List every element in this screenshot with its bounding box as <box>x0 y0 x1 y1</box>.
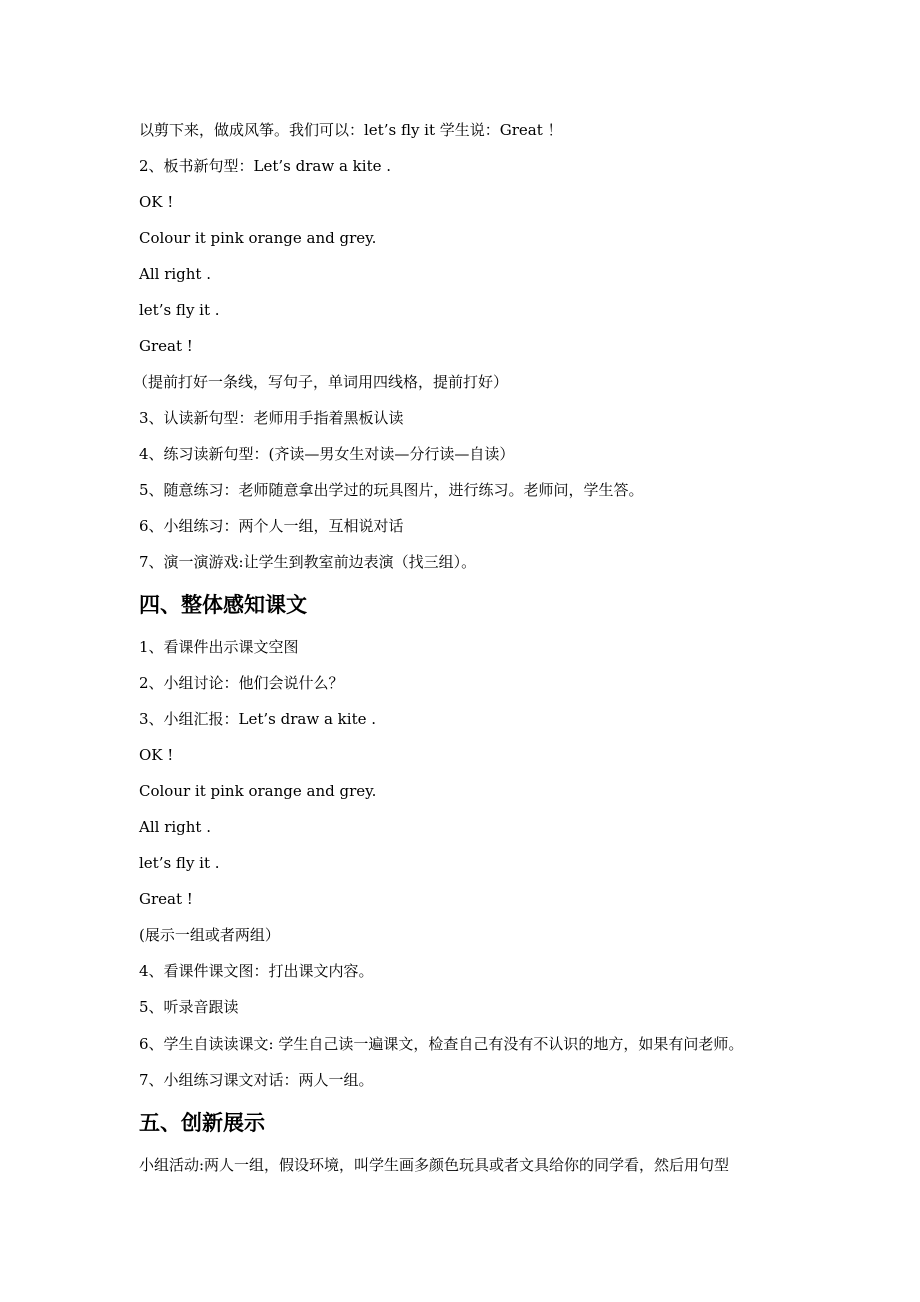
text-line: 3、小组汇报：Let’s draw a kite . <box>139 710 377 728</box>
text-line: 以剪下来，做成风筝。我们可以：let’s fly it 学生说：Great ！ <box>139 121 563 139</box>
text-line: 1、看课件出示课文空图 <box>139 638 299 656</box>
text-line: Colour it pink orange and grey. <box>139 782 377 800</box>
text-line: let’s fly it . <box>139 854 220 872</box>
text-line: 7、演一演游戏:让学生到教室前边表演（找三组）。 <box>139 553 477 571</box>
text-line: OK ! <box>139 746 174 764</box>
text-line: All right . <box>139 265 211 283</box>
text-line: All right . <box>139 818 211 836</box>
section-heading-4: 四、整体感知课文 <box>139 593 307 617</box>
text-line: Great ! <box>139 890 193 908</box>
text-line: 4、练习读新句型：(齐读—男女生对读—分行读—自读） <box>139 445 515 463</box>
text-line: (展示一组或者两组） <box>139 926 280 944</box>
text-line: 7、小组练习课文对话：两人一组。 <box>139 1071 374 1089</box>
text-line: 小组活动:两人一组，假设环境，叫学生画多颜色玩具或者文具给你的同学看，然后用句型 <box>139 1156 730 1174</box>
text-line: let’s fly it . <box>139 301 220 319</box>
text-line: 2、板书新句型：Let’s draw a kite . <box>139 157 392 175</box>
text-line: 6、小组练习：两个人一组，互相说对话 <box>139 517 404 535</box>
text-line: Great ! <box>139 337 193 355</box>
text-line: OK ! <box>139 193 174 211</box>
section-heading-5: 五、创新展示 <box>139 1111 265 1135</box>
text-line: 4、看课件课文图：打出课文内容。 <box>139 962 374 980</box>
text-line: 3、认读新句型：老师用手指着黑板认读 <box>139 409 404 427</box>
text-line: 2、小组讨论：他们会说什么？ <box>139 674 344 692</box>
text-line: （提前打好一条线，写句子，单词用四线格，提前打好） <box>133 373 509 391</box>
text-line: Colour it pink orange and grey. <box>139 229 377 247</box>
text-line: 6、学生自读读课文: 学生自己读一遍课文，检查自己有没有不认识的地方，如果有问老师。 <box>139 1035 744 1053</box>
text-line: 5、听录音跟读 <box>139 998 239 1016</box>
text-line: 5、随意练习：老师随意拿出学过的玩具图片，进行练习。老师问，学生答。 <box>139 481 644 499</box>
